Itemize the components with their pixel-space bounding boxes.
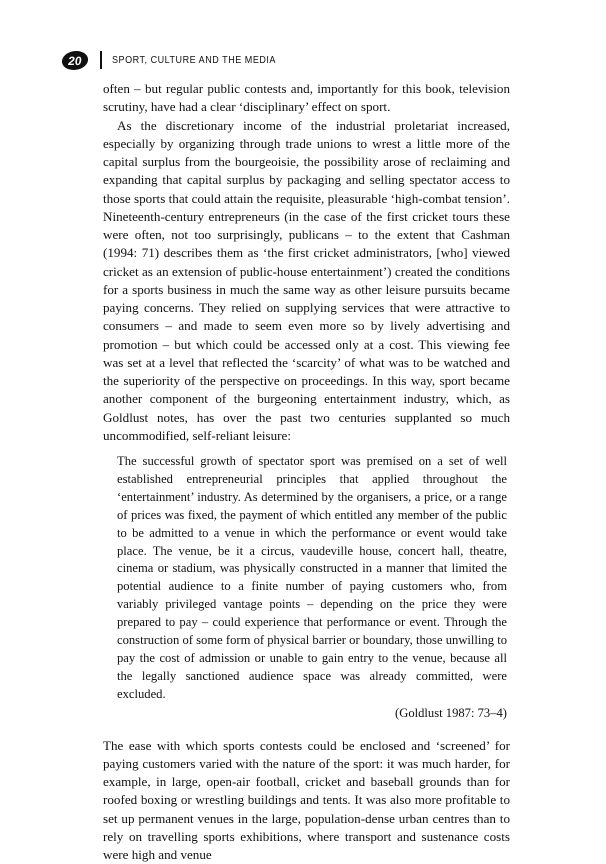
header-divider bbox=[100, 51, 102, 69]
page-number: 20 bbox=[61, 51, 90, 70]
paragraph: The ease with which sports contests could be enclosed and ‘screened’ for paying customers varied with the nature of the sport: it was much harder, for example, in large, open-air football, cricket and baseball grounds than for roofed boxing or wrestling buildings and tents. It was also more profitable to set up permanent venues in the large, population-dense urban centres than to rely on travelling sports exhibitions, where transport and sustenance costs were high and venue bbox=[103, 737, 510, 863]
paragraph-continued: often – but regular public contests and, importantly for this book, television scrutiny, have had a clear ‘disciplinary’ effect on sport. bbox=[103, 81, 510, 115]
body-text bbox=[103, 80, 510, 864]
quote-text: The successful growth of spectator sport was premised on a set of well established entrepreneurial principles that applied throughout the ‘entertainment’ industry. As determined by the organisers, a price, or a range of prices was fixed, the payment of which entitled any member of the public to be admitted to a venue in which the performance or event would take place. The venue, be it a circus, vaudeville house, concert hall, theatre, cinema or stadium, was physically constructed in a manner that limited the potential audience to a finite number of paying customers who, from variably privileged vantage points – depending on the price they were prepared to pay – could experience that performance or event. Through the construction of some form of physical barrier or boundary, those unwilling to pay the cost of admission or unable to gain entry to the venue, because all the legally sanctioned audience space was already committed, were excluded. bbox=[117, 454, 507, 701]
quote-citation: (Goldlust 1987: 73–4) bbox=[395, 705, 507, 720]
paragraph: As the discretionary income of the industrial proletariat increased, especially by organizing through trade unions to wrest a little more of the capital surplus from the bourgeoisie, the possibility arose of reclaiming and expanding that capital surplus by packaging and selling spectator access to those sports that could attain the requisite, pleasurable ‘high-combat tension’. Nineteenth-century entrepreneurs (in the case of the first cricket tours these were often, not too surprisingly, publicans – to the extent that Cashman (1994: 71) describes them as ‘the first cricket administrators, [who] viewed cricket as an extension of public-house entertainment’) created the conditions for a sports business in much the same way as other leisure pursuits became paying concerns. They relied on supplying services that were attractive to consumers – and made to seem even more so by lively advertising and promotion – but which could be accessed only at a cost. This viewing fee was set at a level that reflected the ‘scarcity’ of what was to be watched and the superiority of the perspective on proceedings. In this way, sport became another component of the burgeoning entertainment industry, which, as Goldlust notes, has over the past two centuries supplanted so much uncommodified, self-reliant leisure: bbox=[103, 117, 510, 443]
block-quote bbox=[117, 453, 507, 723]
page-header bbox=[62, 48, 303, 72]
running-head: SPORT, CULTURE AND THE MEDIA bbox=[112, 54, 276, 66]
